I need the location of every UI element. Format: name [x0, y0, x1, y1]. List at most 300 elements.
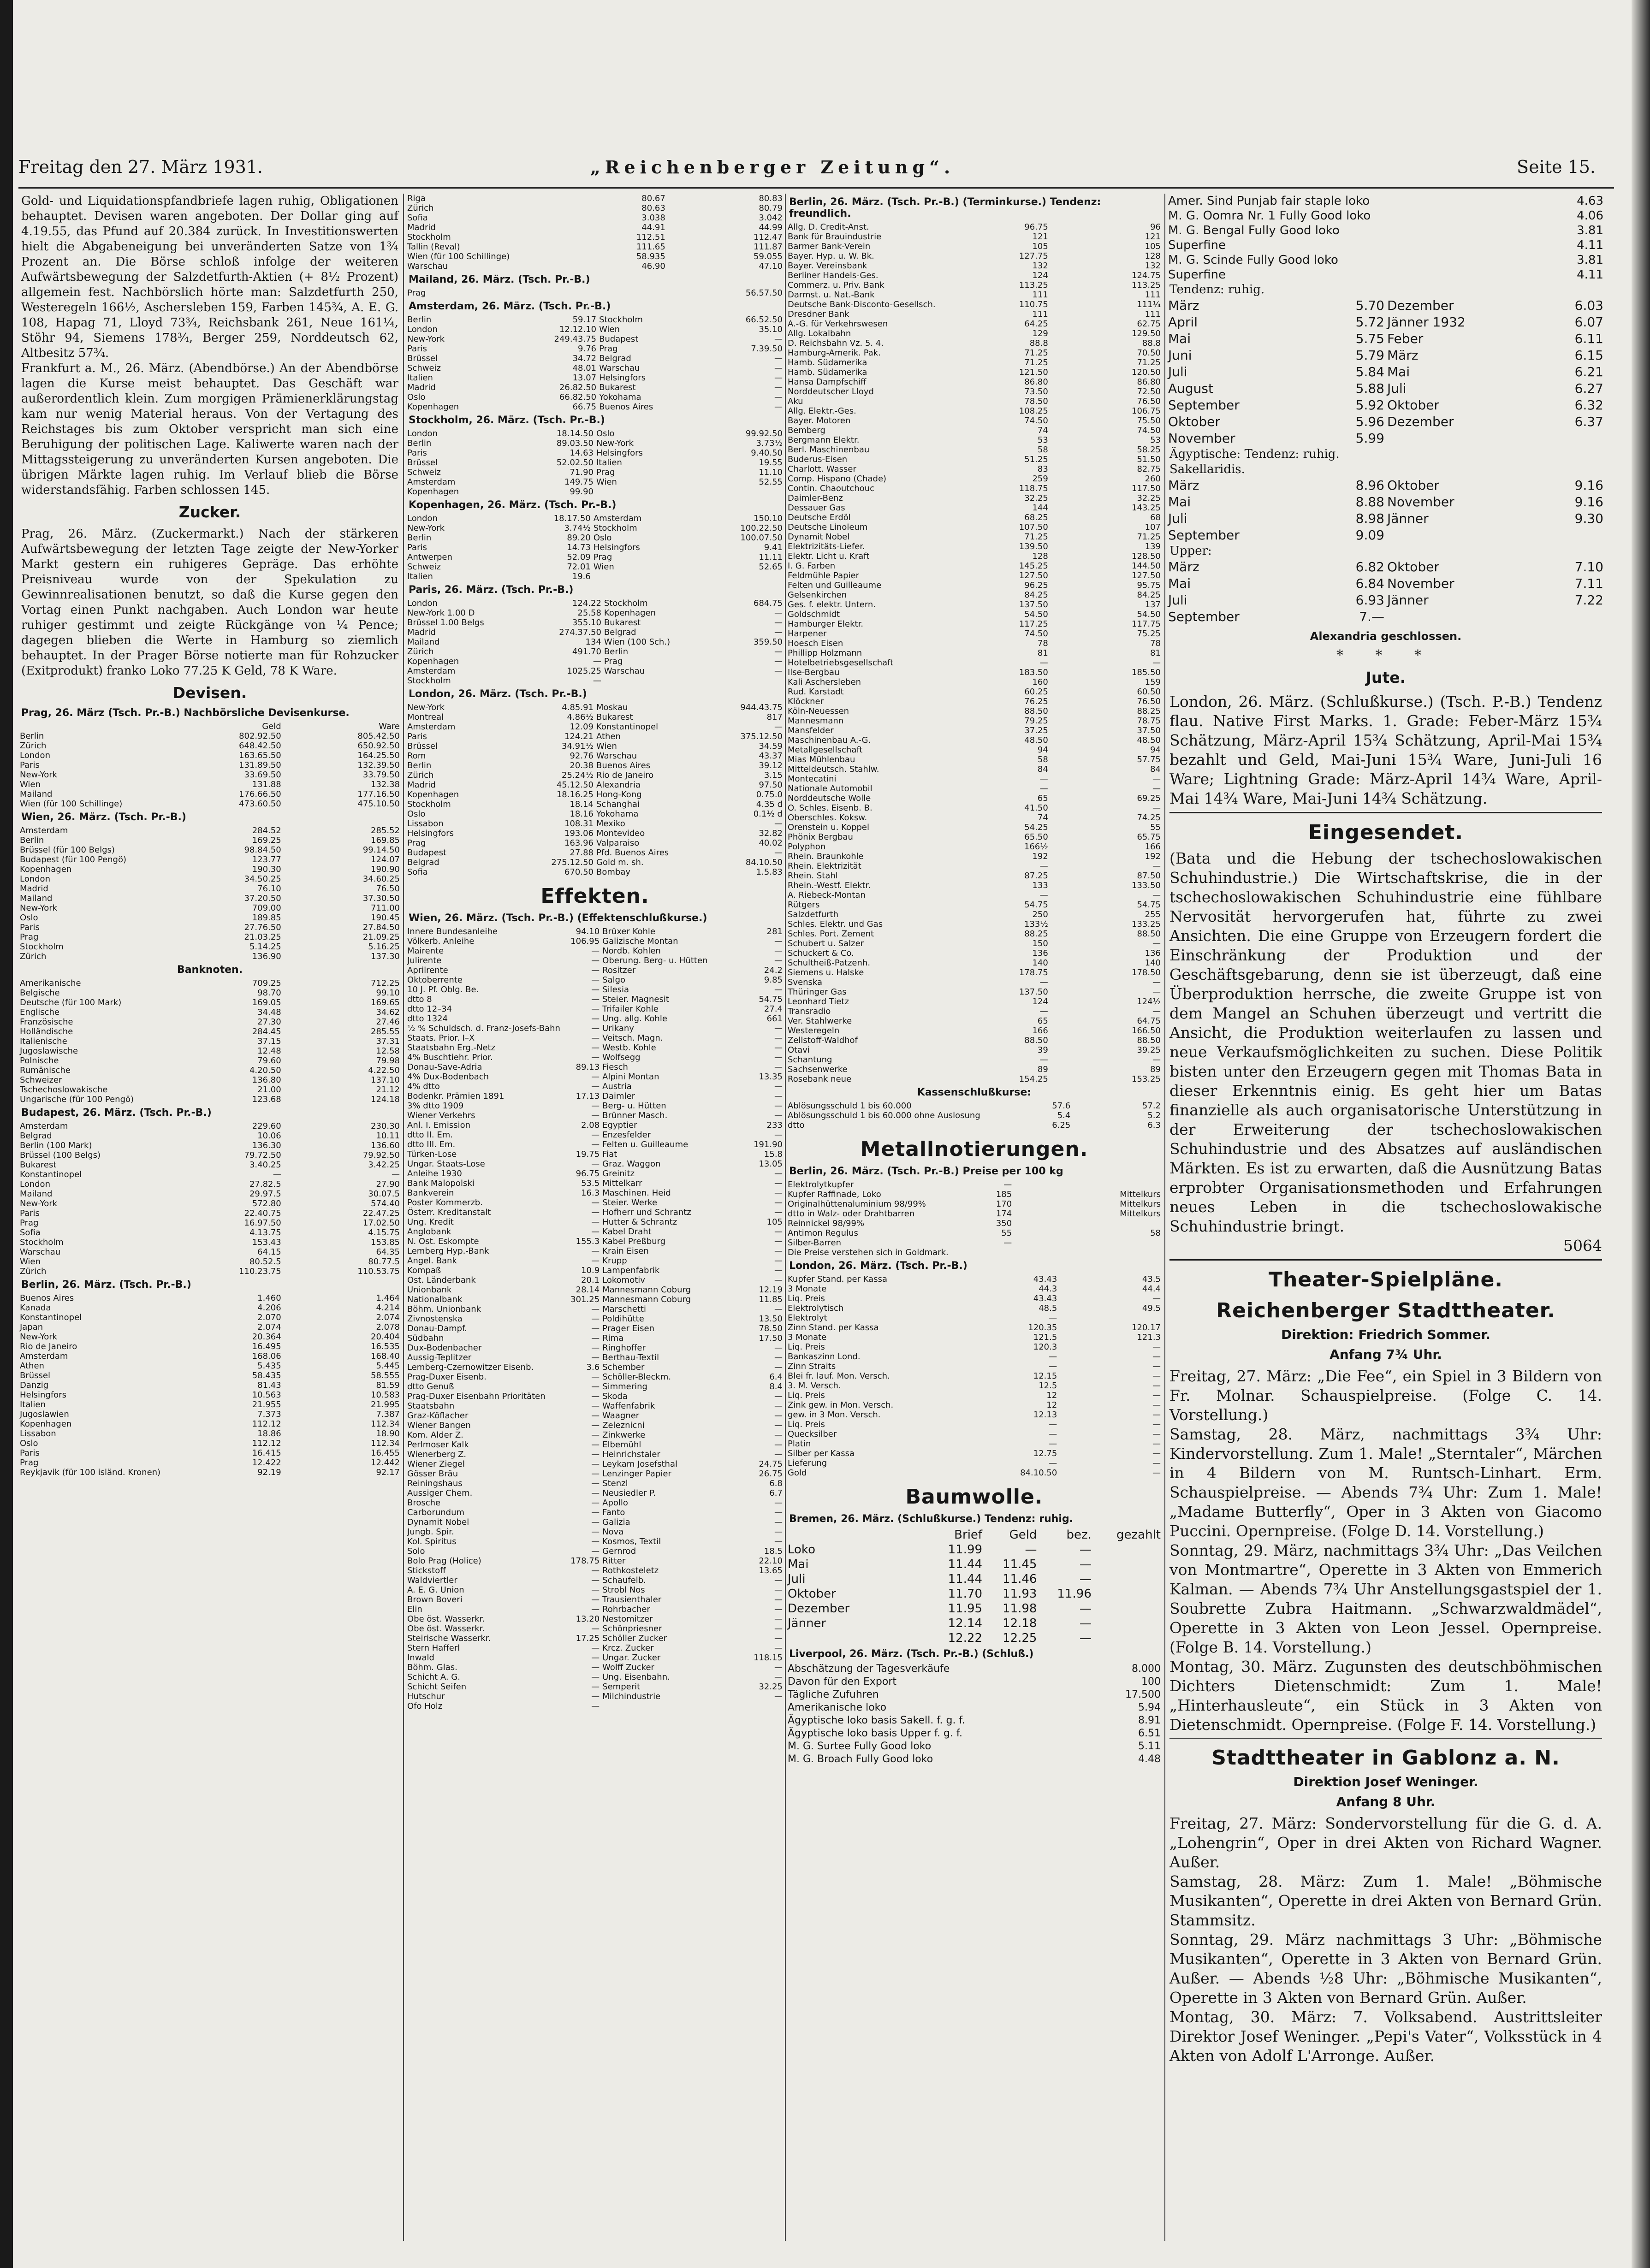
table-cell: 107.50: [1019, 522, 1048, 532]
quote-table-berlin: [18, 1293, 401, 1477]
table-cell: —: [591, 1159, 600, 1169]
quote-table-mailand: [406, 288, 784, 298]
table-cell: 56.57.50: [745, 288, 783, 298]
table-cell: 81.43: [257, 1380, 281, 1390]
table-cell: 37.25: [1024, 726, 1048, 735]
separator-stars: * * *: [1336, 647, 1436, 663]
table-cell: Maschinen. Heid: [602, 1188, 671, 1198]
table-cell: [736, 572, 784, 581]
table-cell: 136: [1145, 948, 1161, 958]
table-row: [18, 1361, 401, 1371]
table-row: [786, 1007, 1162, 1016]
table-cell: Madrid: [407, 223, 436, 232]
table-cell: Kopenhagen: [604, 608, 656, 618]
table-cell: Zellstoff-Waldhof: [788, 1036, 858, 1045]
table-heading: Amsterdam, 26. März. (Tsch. Pr.-B.): [409, 301, 611, 312]
table-row: [786, 300, 1162, 309]
table-row: [786, 764, 1162, 774]
table-cell: Schles. Elektr. und Gas: [788, 919, 883, 929]
table-row: [406, 809, 784, 819]
table-cell: Krcz. Zucker: [602, 1643, 654, 1653]
table-cell: Helsingfors: [20, 1390, 66, 1400]
table-cell: Gold m. sh.: [596, 858, 644, 867]
table-cell: 121: [1032, 232, 1048, 242]
table-cell: 285.55: [371, 1027, 400, 1036]
table-cell: Mannesmann Coburg: [602, 1285, 691, 1295]
table-row: [786, 522, 1162, 532]
table-cell: Rhein. Elektrizität: [788, 861, 861, 871]
table-row: [786, 1616, 1162, 1631]
table-row: [406, 1575, 784, 1585]
table-cell: 79.60: [257, 1056, 281, 1066]
table-cell: 45.12.50: [556, 780, 594, 790]
table-cell: Austria: [602, 1082, 632, 1091]
table-row: [406, 1237, 784, 1246]
table-cell: Oktober: [1387, 397, 1439, 413]
table-cell: Belgrad: [599, 354, 631, 363]
table-cell: Brosche: [407, 1498, 441, 1508]
table-cell: 47.10: [759, 261, 783, 271]
table-cell: 5.2: [1147, 1111, 1161, 1120]
table-row: [406, 1450, 784, 1459]
table-row: [406, 514, 784, 523]
table-cell: Prag: [20, 932, 39, 942]
table-row: [406, 1353, 784, 1362]
table-row: [18, 760, 401, 770]
table-cell: Gösser Bräu: [407, 1469, 458, 1479]
table-cell: Silber per Kassa: [788, 1449, 855, 1458]
table-cell: Kabel Draht: [602, 1227, 652, 1237]
table-row: [406, 1663, 784, 1672]
table-cell: 34.91½: [562, 741, 594, 751]
table-cell: 43.43: [1033, 1274, 1057, 1284]
table-cell: 127.50: [1019, 571, 1048, 580]
table-cell: [1552, 527, 1605, 544]
table-cell: 134: [585, 637, 601, 647]
table-row: [786, 861, 1162, 871]
table-row: [406, 1275, 784, 1285]
table-row: [406, 1566, 784, 1575]
table-cell: 6.07: [1574, 314, 1603, 330]
table-cell: 16.455: [371, 1448, 400, 1458]
table-row: [786, 232, 1162, 242]
table-cell: Südbahn: [407, 1333, 444, 1343]
table-cell: 92.19: [257, 1468, 281, 1477]
table-cell: Kopenhagen: [407, 402, 459, 412]
table-cell: 160: [1032, 677, 1048, 687]
table-cell: 17.25: [576, 1634, 600, 1643]
table-cell: Krain Eisen: [602, 1246, 649, 1256]
table-cell: 127.75: [1019, 251, 1048, 261]
table-row: [786, 493, 1162, 503]
table-cell: New-York: [20, 903, 58, 913]
table-cell: Salzdetfurth: [788, 910, 839, 919]
article-number: 5064: [1563, 1237, 1602, 1255]
table-cell: 802.92.50: [239, 731, 281, 741]
table-row: [786, 1274, 1162, 1284]
table-cell: —: [591, 1459, 600, 1469]
table-cell: 7.373: [257, 1409, 281, 1419]
alexandria-note: Alexandria geschlossen.: [1310, 630, 1462, 643]
table-cell: Ungarische (für 100 Pengö): [20, 1095, 134, 1104]
table-cell: —: [1079, 1557, 1092, 1571]
table-cell: 4.35 d: [756, 799, 783, 809]
table-cell: Brüssel: [20, 1371, 50, 1380]
table-cell: 12: [1046, 1391, 1057, 1400]
table-cell: 35.10: [759, 325, 783, 334]
table-cell: Obe öst. Wasserkr.: [407, 1624, 485, 1634]
table-cell: 155.3: [576, 1237, 600, 1246]
table-cell: —: [1152, 977, 1161, 987]
table-cell: —: [774, 722, 783, 732]
table-cell: —: [1079, 1572, 1092, 1586]
table-cell: 3.6: [586, 1362, 600, 1372]
table-cell: —: [774, 1614, 783, 1624]
table-cell: 6.21: [1574, 364, 1603, 379]
table-cell: 19.75: [576, 1149, 600, 1159]
table-cell: Stern Hafferl: [407, 1643, 460, 1653]
table-row: [406, 858, 784, 867]
table-cell: ½ % Schuldsch. d. Franz-Josefs-Bahn: [407, 1024, 560, 1033]
table-cell: 79.72.50: [244, 1150, 281, 1160]
table-cell: Harpener: [788, 629, 827, 639]
table-cell: 75.25: [1137, 629, 1161, 639]
table-row: [406, 1062, 784, 1072]
table-cell: Wien: [593, 562, 614, 572]
table-cell: Hofherr und Schrantz: [602, 1208, 691, 1217]
table-cell: 76.10: [257, 884, 281, 894]
table-cell: 9.40.50: [751, 448, 783, 458]
table-cell: Innere Bundesanleihe: [407, 927, 498, 936]
table-cell: 16.3: [581, 1188, 600, 1198]
table-cell: —: [774, 1082, 783, 1091]
table-cell: —: [774, 334, 783, 344]
table-cell: 71.25: [1137, 358, 1161, 367]
table-row: [406, 552, 784, 562]
table-cell: Sofia: [20, 1228, 41, 1238]
table-cell: 133.50: [1132, 881, 1161, 890]
table-cell: —: [591, 1324, 600, 1333]
table-cell: Berlin: [20, 835, 44, 845]
table-cell: Italien: [407, 572, 433, 581]
table-cell: Mai: [1168, 331, 1191, 346]
table-cell: 52.02.50: [556, 458, 594, 468]
table-cell: 84.25: [1024, 590, 1048, 600]
table-cell: 54.75: [759, 995, 783, 1004]
table-cell: Nestomitzer: [602, 1614, 653, 1624]
section-rule: [1169, 812, 1602, 813]
table-cell: dtto 12–34: [407, 1004, 452, 1014]
table-row: [406, 1082, 784, 1091]
table-row: [18, 874, 401, 884]
table-row: [786, 580, 1162, 590]
table-cell: 112.47: [754, 232, 783, 242]
table-cell: 127.50: [1132, 571, 1161, 580]
theater-start-time: Anfang 8 Uhr.: [1336, 1794, 1436, 1809]
table-cell: Darmst. u. Nat.-Bank: [788, 290, 875, 300]
scan-edge-right: [1632, 0, 1650, 2268]
table-row: [406, 867, 784, 877]
table-cell: Dux-Bodenbacher: [407, 1343, 482, 1353]
table-cell: 60.25: [1024, 687, 1048, 697]
table-cell: Helsingfors: [593, 543, 640, 552]
table-cell: Schantung: [788, 1055, 832, 1065]
table-cell: 27.88: [570, 848, 594, 858]
table-cell: Unionbank: [407, 1285, 452, 1295]
table-cell: 64.35: [376, 1247, 400, 1257]
table-cell: [1386, 609, 1552, 625]
table-cell: 74.50: [1024, 416, 1048, 426]
table-cell: 5.435: [257, 1361, 281, 1371]
table-cell: 4.15.75: [368, 1228, 400, 1238]
table-cell: Wien: [596, 741, 617, 751]
table-cell: Zürich: [407, 203, 434, 213]
table-cell: Stockholm: [407, 799, 451, 809]
table-cell: Konstantinopel: [596, 722, 659, 732]
table-cell: —: [591, 1033, 600, 1043]
table-heading: Berlin, 26. März. (Tsch. Pr.-B.) Preise per 100 kg: [789, 1166, 1063, 1177]
table-cell: Jugoslawien: [20, 1409, 69, 1419]
table-cell: 76.50: [376, 884, 400, 894]
table-cell: Prag: [407, 838, 426, 848]
table-cell: 66.75: [572, 402, 597, 412]
table-row: [786, 309, 1162, 319]
table-cell: 68.25: [1024, 513, 1048, 522]
table-cell: 5.16.25: [368, 942, 400, 952]
table-cell: 3.73½: [756, 438, 783, 448]
table-cell: Waagner: [602, 1411, 640, 1421]
table-row: [786, 813, 1162, 823]
table-cell: 709.25: [252, 978, 281, 988]
table-row: [786, 242, 1162, 251]
table-cell: Rio de Janeiro: [596, 770, 654, 780]
table-cell: 21.12: [376, 1085, 400, 1095]
table-row: [786, 939, 1162, 948]
table-cell: Mairente: [407, 946, 444, 956]
table-cell: Englische: [20, 1007, 59, 1017]
table-cell: Hong-Kong: [596, 790, 642, 799]
table-cell: Berlin: [604, 647, 629, 657]
table-cell: [1093, 1542, 1162, 1557]
table-cell: dtto: [788, 1120, 805, 1130]
program-entry: Samstag, 28. März: Zum 1. Male! „Böhmische Musikanten“, Operette in drei Akten von Bernard Grün. Stammsitz.: [1169, 1872, 1602, 1929]
table-row: [406, 1120, 784, 1130]
table-cell: M. G. Bengal Fully Good loko: [1168, 224, 1340, 237]
table-cell: 176.66.50: [239, 789, 281, 799]
table-cell: New-York: [20, 770, 58, 780]
table-row: [406, 1614, 784, 1624]
table-cell: Aku: [788, 397, 803, 406]
table-cell: Jänner: [1387, 511, 1429, 526]
table-cell: 22.10: [759, 1556, 783, 1566]
table-row: [406, 572, 784, 581]
table-cell: 8.98: [1355, 511, 1384, 526]
table-cell: Reykjavik (für 100 isländ. Kronen): [20, 1468, 161, 1477]
table-cell: 2.08: [581, 1120, 600, 1130]
table-row: [406, 1469, 784, 1479]
table-cell: 10.06: [257, 1131, 281, 1141]
program-list-gablonz: [1167, 1814, 1605, 2066]
table-cell: Krupp: [602, 1256, 627, 1266]
table-cell: 83: [1037, 464, 1048, 474]
table-cell: —: [1152, 1007, 1161, 1016]
table-cell: Madrid: [407, 628, 436, 637]
table-cell: Kupfer Stand. per Kassa: [788, 1274, 887, 1284]
table-cell: 12: [1046, 1400, 1057, 1410]
table-cell: 7.39.50: [751, 344, 783, 354]
table-row: [786, 280, 1162, 290]
table-cell: Greinitz: [602, 1169, 635, 1178]
table-cell: Superfine: [1168, 238, 1226, 252]
table-row: [406, 741, 784, 751]
table-cell: Prag-Duxer Eisenbahn Prioritäten: [407, 1392, 546, 1401]
table-row: [786, 1209, 1162, 1219]
table-cell: —: [774, 1246, 783, 1256]
table-cell: 192: [1145, 852, 1161, 861]
table-row: [18, 1332, 401, 1342]
table-cell: Kopenhagen: [20, 865, 72, 874]
table-cell: Mannesmann Coburg: [602, 1295, 691, 1304]
table-row: [406, 487, 784, 497]
table-cell: 145.25: [1019, 561, 1048, 571]
table-row: [786, 1701, 1162, 1714]
table-cell: Belgrad: [20, 1131, 52, 1141]
table-cell: —: [591, 1140, 600, 1149]
quote-table-kassa: [786, 1101, 1162, 1130]
table-cell: Originalhüttenaluminium 98/99%: [788, 1199, 926, 1209]
table-cell: 53.5: [581, 1178, 600, 1188]
table-cell: Kupfer Raffinade, Loko: [788, 1190, 881, 1199]
table-heading: Kopenhagen, 26. März. (Tsch. Pr.-B.): [409, 499, 617, 511]
table-row: [18, 1160, 401, 1170]
column-header: gezahlt: [1116, 1528, 1161, 1542]
table-cell: 20.1: [581, 1275, 600, 1285]
table-cell: —: [591, 1440, 600, 1450]
table-cell: —: [1152, 784, 1161, 794]
table-cell: 66.82.50: [559, 392, 597, 402]
program-entry: Freitag, 27. März: „Die Fee“, ein Spiel in 3 Bildern von Fr. Molnar. Schauspielpreise. (Folge C. 14. Vorstellung.): [1169, 1367, 1602, 1424]
table-row: [406, 666, 784, 676]
table-row: [406, 799, 784, 809]
table-row: [786, 610, 1162, 619]
table-row: [406, 468, 784, 477]
table-row: [786, 319, 1162, 329]
table-row: [786, 1219, 1162, 1228]
table-row: [786, 1400, 1162, 1410]
table-cell: 71.25: [1024, 358, 1048, 367]
program-entry: Samstag, 28. März, nachmittags 3¾ Uhr: Kindervorstellung. Zum 1. Male! „Sterntaler“, Märchen in 4 Bildern von M. Runtsch-Linhart. Erm. Schauspielpreise. — Abends 7¾ Uhr: Zum 1. Male! „Madame Butterfly“, Oper in 3 Akten von Giacomo Puccini. Opernpreise. (Folge D. 14. Vorstellung.): [1169, 1425, 1602, 1540]
table-cell: —: [591, 1469, 600, 1479]
table-cell: London: [407, 325, 438, 334]
table-cell: 13.65: [759, 1566, 783, 1575]
table-cell: 55: [1150, 823, 1161, 832]
table-cell: 17.13: [576, 1091, 600, 1101]
table-heading: Liverpool, 26. März. (Tsch. Pr.-B.) (Schluß.): [789, 1648, 1034, 1660]
table-cell: —: [591, 1663, 600, 1672]
section-title-metall: Metallnotierungen.: [860, 1137, 1088, 1161]
table-cell: 3.40.25: [249, 1160, 281, 1170]
table-row: [18, 1150, 401, 1160]
table-cell: Paris: [20, 1208, 40, 1218]
table-cell: Paris: [20, 760, 40, 770]
table-row: [1167, 397, 1605, 414]
table-cell: 132: [1032, 261, 1048, 271]
table-cell: 57.2: [1142, 1101, 1161, 1111]
table-cell: 74: [1037, 426, 1048, 435]
table-cell: 4% Buschtiehr. Prior.: [407, 1053, 493, 1062]
table-cell: —: [591, 946, 600, 956]
table-cell: Oberschles. Koksw.: [788, 813, 867, 823]
table-cell: —: [774, 1392, 783, 1401]
table-row: [1167, 510, 1605, 527]
table-row: [406, 1004, 784, 1014]
quote-table-berlin-termin: [786, 222, 1162, 1084]
table-cell: Fiat: [602, 1149, 617, 1159]
table-row: [1167, 314, 1605, 331]
table-cell: 6.25: [1052, 1120, 1071, 1130]
table-cell: —: [591, 956, 600, 965]
table-cell: 58: [1037, 755, 1048, 764]
table-cell: Kol. Spiritus: [407, 1537, 457, 1546]
table-row: [406, 1634, 784, 1643]
table-cell: 58.555: [371, 1371, 400, 1380]
table-row: [786, 464, 1162, 474]
table-cell: 89: [1037, 1065, 1048, 1074]
table-row: [406, 1101, 784, 1111]
table-cell: 21.00: [257, 1085, 281, 1095]
table-cell: Norddeutscher Lloyd: [788, 387, 874, 397]
table-cell: 88.50: [1137, 929, 1161, 939]
table-cell: 168.40: [371, 1351, 400, 1361]
table-row: [18, 751, 401, 760]
table-cell: 79.25: [1024, 716, 1048, 726]
table-cell: 51.25: [1024, 455, 1048, 464]
table-cell: 54.75: [1137, 900, 1161, 910]
table-cell: 96.25: [1024, 580, 1048, 590]
table-cell: 190.90: [371, 865, 400, 874]
table-cell: —: [774, 657, 783, 666]
table-row: [406, 288, 784, 298]
table-cell: Polyphon: [788, 842, 826, 852]
table-cell: 6.82: [1355, 559, 1384, 574]
table-cell: Dezember: [1387, 298, 1454, 313]
table-cell: 5.88: [1355, 381, 1384, 396]
table-cell: 16.495: [252, 1342, 281, 1351]
table-row: [406, 402, 784, 412]
table-cell: 5.14.25: [249, 942, 281, 952]
table-cell: 87.50: [1137, 871, 1161, 881]
table-cell: 105: [1145, 242, 1161, 251]
table-cell: Staats. Prior. I–X: [407, 1033, 475, 1043]
table-cell: Oberung. Berg- u. Hütten: [602, 956, 708, 965]
table-cell: 154.25: [1019, 1074, 1048, 1084]
table-cell: —: [1152, 1342, 1161, 1352]
table-cell: New-York: [407, 703, 445, 712]
table-row: [786, 706, 1162, 716]
table-row: [18, 1419, 401, 1429]
table-row: [406, 1159, 784, 1169]
table-cell: —: [1079, 1543, 1092, 1557]
table-cell: 16.535: [371, 1342, 400, 1351]
table-row: [786, 1026, 1162, 1036]
table-cell: 44.91: [641, 223, 665, 232]
table-cell: Elbemühl: [602, 1440, 641, 1450]
table-cell: —: [591, 1314, 600, 1324]
table-cell: 76.50: [1137, 397, 1161, 406]
table-cell: 78.50: [1024, 397, 1048, 406]
table-row: [18, 1085, 401, 1095]
table-cell: 120.50: [1132, 367, 1161, 377]
